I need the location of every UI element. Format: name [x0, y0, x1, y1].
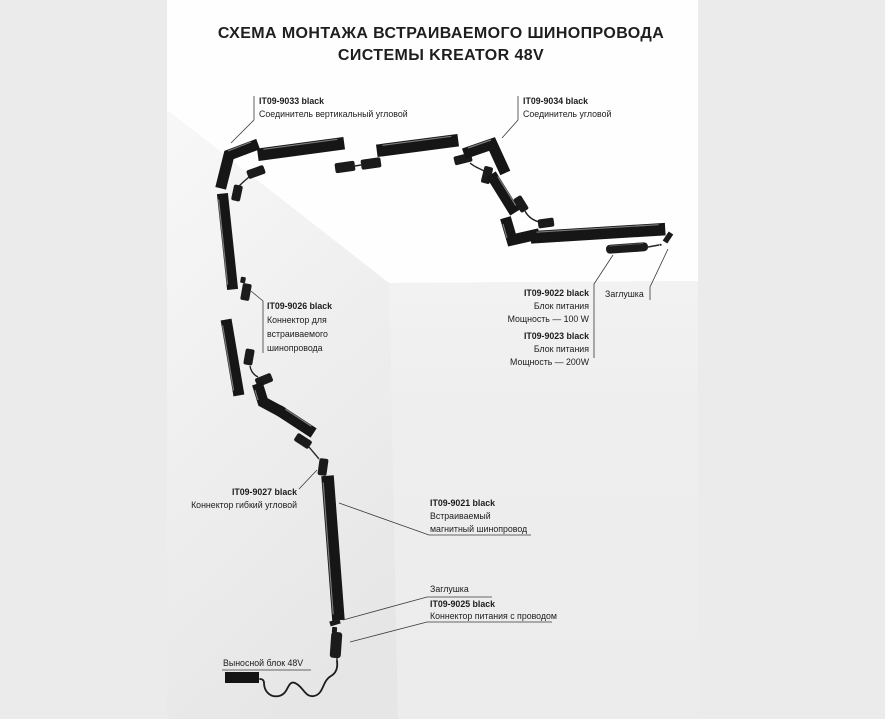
label-endcap-right: Заглушка [605, 289, 644, 299]
label-endcap-bottom: Заглушка [430, 584, 469, 594]
label-9033-code: IT09-9033 black [259, 96, 325, 106]
diagram-title-line1: СХЕМА МОНТАЖА ВСТРАИВАЕМОГО ШИНОПРОВОДА [217, 25, 665, 42]
diagram-title-line2: СИСТЕМЫ KREATOR 48V [337, 47, 545, 64]
label-9021-code: IT09-9021 black [430, 498, 496, 508]
label-9034-code: IT09-9034 black [523, 96, 589, 106]
label-9022-line1: Блок питания [533, 301, 589, 311]
label-9026-line3: шинопровода [267, 343, 323, 353]
end-cap-bottom [330, 621, 340, 624]
label-9027-code: IT09-9027 black [231, 487, 297, 497]
label-9023-line1: Блок питания [533, 344, 589, 354]
label-9034-name: Соединитель угловой [523, 109, 612, 119]
label-9022-line2: Мощность — 100 W [507, 314, 589, 324]
label-9033-name: Соединитель вертикальный угловой [259, 109, 408, 119]
label-9026-line1: Коннектор для [267, 315, 327, 325]
label-9022-code: IT09-9022 black [523, 288, 589, 298]
label-9027-name: Коннектор гибкий угловой [191, 500, 297, 510]
label-9025-code: IT09-9025 black [430, 599, 496, 609]
label-9021-line1: Встраиваемый [430, 511, 491, 521]
label-9023-line2: Мощность — 200W [510, 357, 589, 367]
remote-power-block [225, 672, 259, 683]
label-9023-code: IT09-9023 black [523, 331, 589, 341]
label-9026-code: IT09-9026 black [267, 301, 333, 311]
label-remote-block: Выносной блок 48V [223, 658, 304, 668]
label-9025-name: Коннектор питания с проводом [430, 611, 557, 621]
label-9021-line2: магнитный шинопровод [430, 524, 528, 534]
label-9026-line2: встраиваемого [267, 329, 328, 339]
